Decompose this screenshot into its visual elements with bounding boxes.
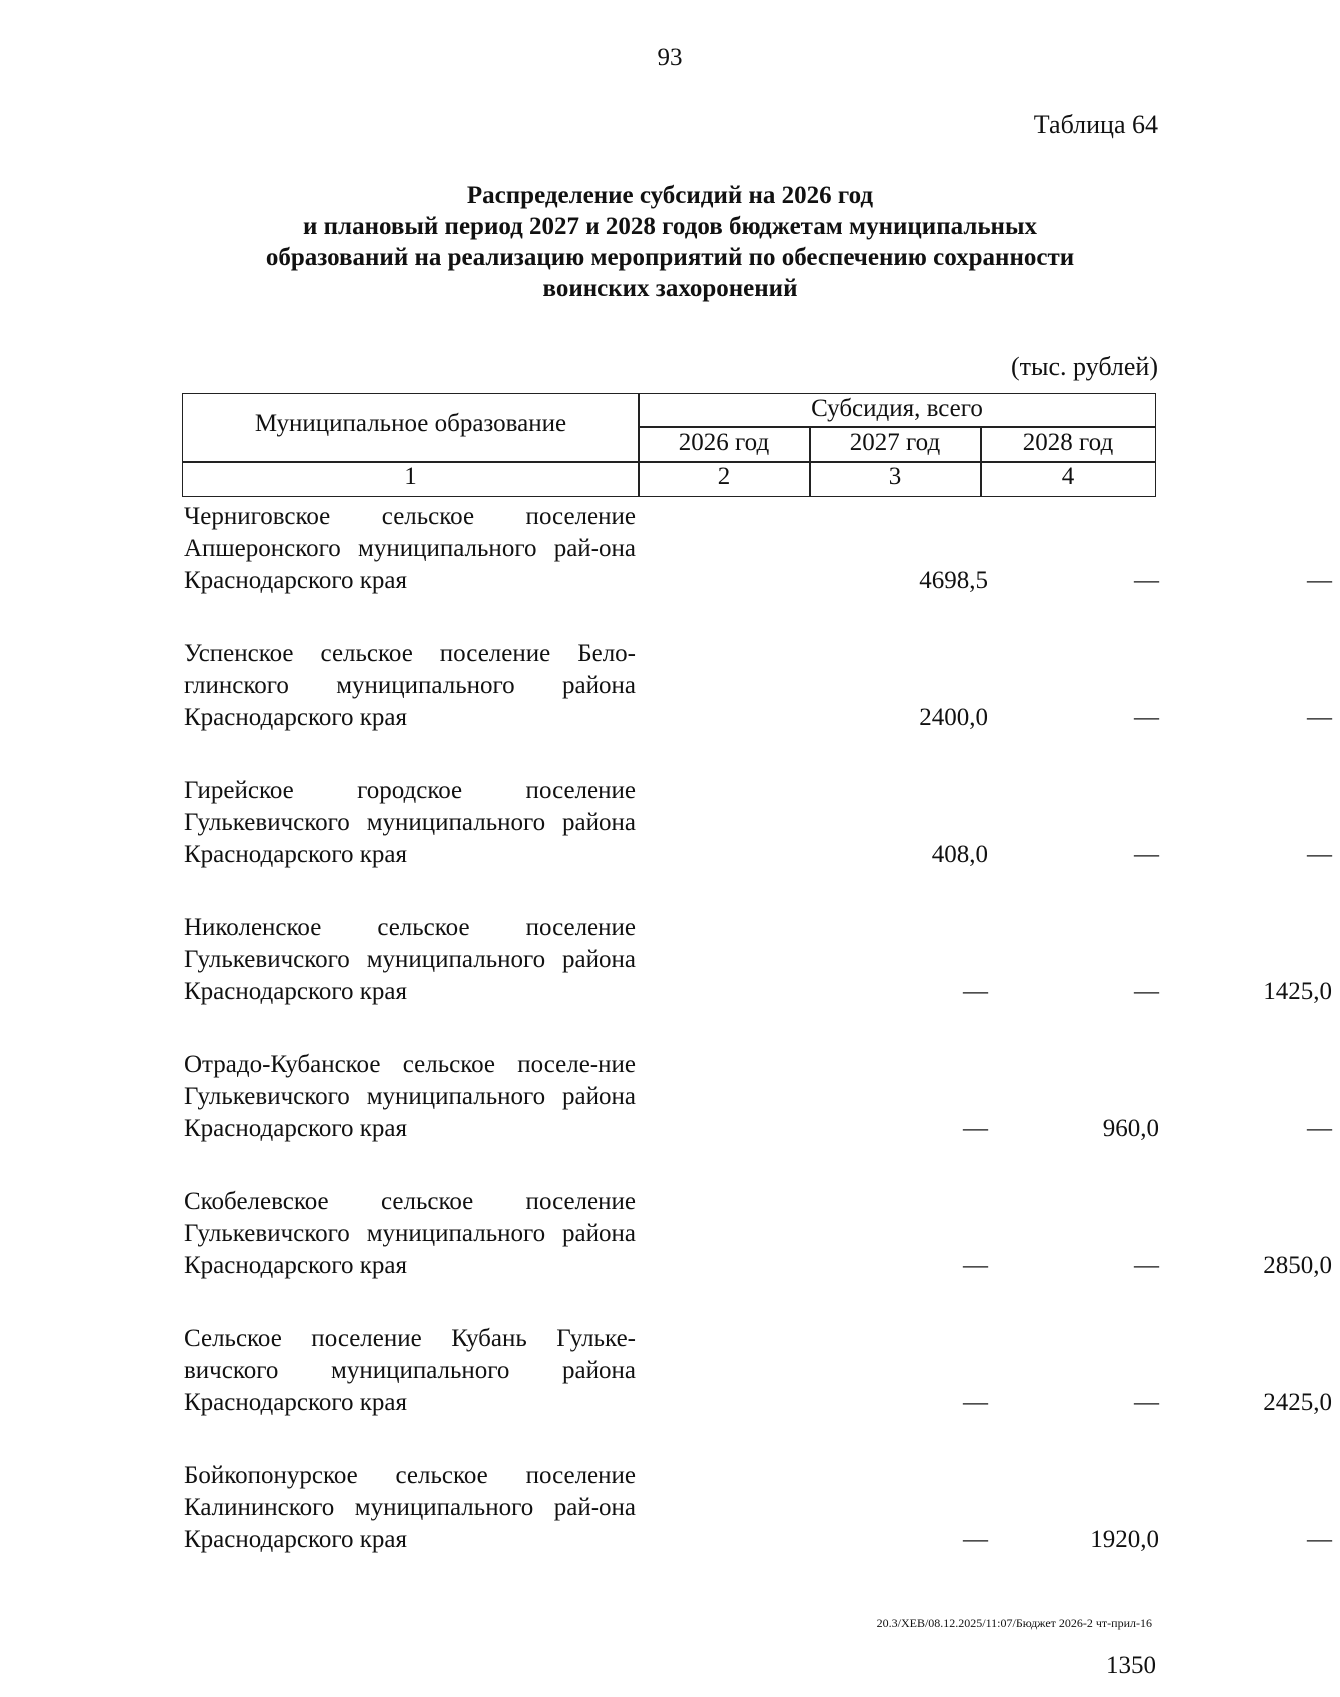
table-label: Таблица 64 xyxy=(1033,110,1158,139)
table-row xyxy=(182,1319,1332,1456)
title-line: воинских захоронений xyxy=(542,275,798,302)
municipality-name: Сельское поселение Кубань Гульке-вичского муниципального района Краснодарского края xyxy=(184,1325,636,1416)
table-row xyxy=(182,1045,1332,1182)
document-title xyxy=(0,180,1340,304)
value-2027: — xyxy=(1134,1389,1159,1416)
table-row xyxy=(182,771,1332,908)
header-year-2027: 2027 год xyxy=(849,429,941,456)
sheet-number: 1350 xyxy=(1106,1652,1156,1679)
header-col-number-3: 3 xyxy=(888,463,902,490)
table-row xyxy=(182,497,1332,634)
value-2028: — xyxy=(1307,567,1332,594)
header-col-number-2: 2 xyxy=(717,463,731,490)
header-year-2028: 2028 год xyxy=(1022,429,1114,456)
header-year-2026: 2026 год xyxy=(678,429,770,456)
table-row xyxy=(182,634,1332,771)
value-2028: 2850,0 xyxy=(1263,1252,1332,1279)
municipality-name: Гирейское городское поселение Гулькевичского муниципального района Краснодарского края xyxy=(184,777,636,868)
header-col-number-1: 1 xyxy=(404,463,417,490)
value-2026: 4698,5 xyxy=(919,567,988,594)
value-2026: 408,0 xyxy=(931,841,988,868)
value-2028: — xyxy=(1307,841,1332,868)
municipality-name: Отрадо-Кубанское сельское поселе-ние Гулькевичского муниципального района Краснодарского края xyxy=(184,1051,636,1142)
header-col-number-4: 4 xyxy=(1061,463,1075,490)
value-2026: — xyxy=(963,1252,988,1279)
header-subsidy-total: Субсидия, всего xyxy=(811,395,983,422)
value-2028: — xyxy=(1307,704,1332,731)
subsidy-table xyxy=(182,393,1332,1593)
value-2028: — xyxy=(1307,1526,1332,1553)
value-2028: — xyxy=(1307,1115,1332,1142)
value-2027: 1920,0 xyxy=(1090,1526,1159,1553)
municipality-name: Черниговское сельское поселение Апшеронского муниципального рай-она Краснодарского края xyxy=(184,503,636,594)
value-2027: — xyxy=(1134,978,1159,1005)
municipality-name: Николенское сельское поселение Гулькевичского муниципального района Краснодарского края xyxy=(184,914,636,1005)
municipality-name: Успенское сельское поселение Бело-глинского муниципального района Краснодарского края xyxy=(184,640,636,731)
value-2027: — xyxy=(1134,567,1159,594)
document-code: 20.3/ХЕВ/08.12.2025/11:07/Бюджет 2026-2 чт-прил-16 xyxy=(876,1616,1152,1630)
value-2028: 1425,0 xyxy=(1263,978,1332,1005)
table-body xyxy=(182,497,1332,1593)
value-2027: — xyxy=(1134,1252,1159,1279)
title-line: и плановый период 2027 и 2028 годов бюджетам муниципальных xyxy=(303,213,1037,240)
table-row xyxy=(182,1182,1332,1319)
value-2027: — xyxy=(1134,841,1159,868)
value-2026: 2400,0 xyxy=(919,704,988,731)
page-number: 93 xyxy=(657,44,683,71)
value-2028: 2425,0 xyxy=(1263,1389,1332,1416)
value-2027: 960,0 xyxy=(1102,1115,1159,1142)
municipality-name: Скобелевское сельское поселение Гулькевичского муниципального района Краснодарского края xyxy=(184,1188,636,1279)
table-header xyxy=(182,393,1156,497)
header-municipality: Муниципальное образование xyxy=(254,410,567,437)
table-row xyxy=(182,908,1332,1045)
table-row xyxy=(182,1456,1332,1593)
title-line: Распределение субсидий на 2026 год xyxy=(466,182,874,209)
value-2027: — xyxy=(1134,704,1159,731)
value-2026: — xyxy=(963,1526,988,1553)
value-2026: — xyxy=(963,1115,988,1142)
title-line: образований на реализацию мероприятий по обеспечению сохранности xyxy=(265,244,1075,271)
value-2026: — xyxy=(963,978,988,1005)
units-label: (тыс. рублей) xyxy=(1010,352,1158,381)
municipality-name: Бойкопонурское сельское поселение Калининского муниципального рай-она Краснодарского края xyxy=(184,1462,636,1553)
value-2026: — xyxy=(963,1389,988,1416)
